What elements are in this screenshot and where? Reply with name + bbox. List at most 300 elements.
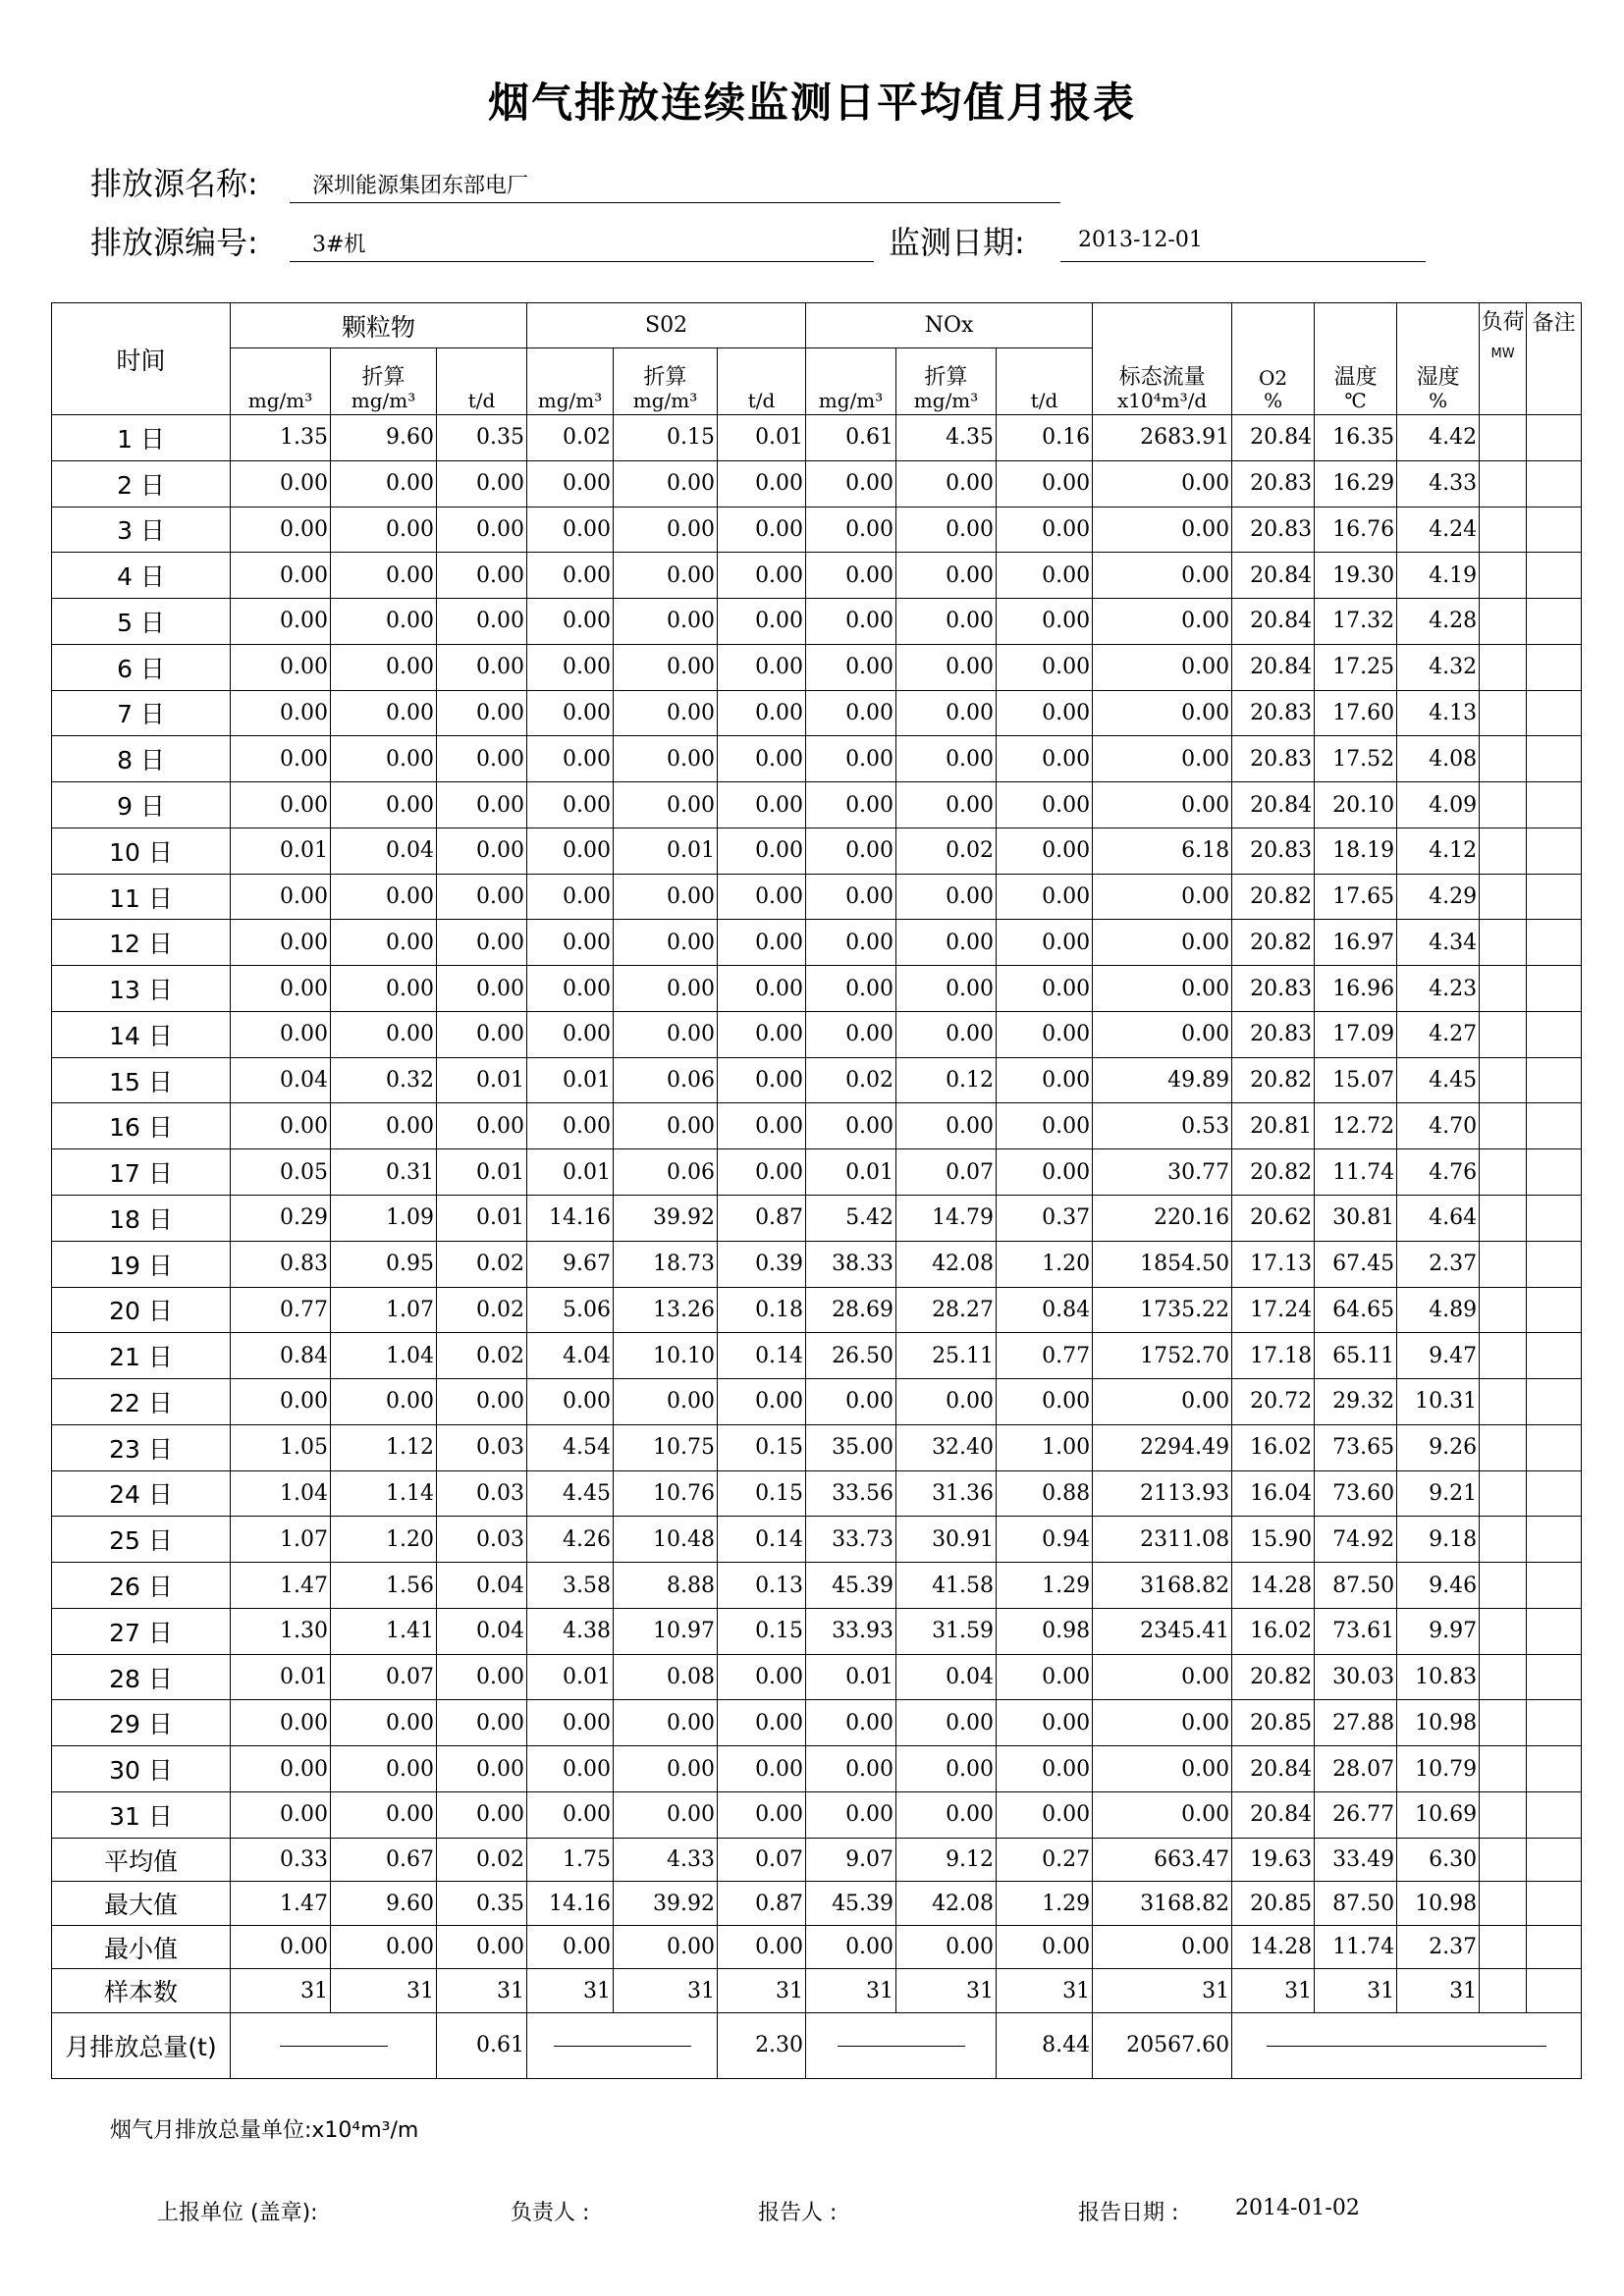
table-row <box>52 1470 1582 1517</box>
table-cell: 0.00 <box>331 874 437 920</box>
table-cell: 0.00 <box>997 1379 1093 1425</box>
table-cell: 0.00 <box>718 1654 806 1700</box>
table-cell: 20.83 <box>1232 1011 1315 1057</box>
table-cell: 18.73 <box>614 1241 718 1287</box>
row-label: 23 日 <box>52 1424 231 1470</box>
table-cell: 10.76 <box>614 1470 718 1517</box>
table-cell: 9.18 <box>1397 1517 1480 1563</box>
table-cell: 17.65 <box>1315 874 1397 920</box>
table-cell: 1.20 <box>997 1241 1093 1287</box>
table-cell: 0.00 <box>718 782 806 828</box>
load-cell <box>1480 1424 1527 1470</box>
table-cell: 0.00 <box>331 599 437 645</box>
remark-cell <box>1527 1700 1582 1746</box>
table-cell: 0.00 <box>718 1057 806 1103</box>
table-cell: 4.34 <box>1397 920 1480 966</box>
table-cell: 0.00 <box>1093 553 1232 599</box>
table-cell: 0.00 <box>231 874 331 920</box>
table-cell: 0.00 <box>997 1700 1093 1746</box>
table-cell: 20.83 <box>1232 460 1315 507</box>
table-cell: 30.77 <box>1093 1149 1232 1196</box>
table-cell: 20.84 <box>1232 1746 1315 1792</box>
remark-cell <box>1527 1925 1582 1969</box>
table-cell: 0.00 <box>331 553 437 599</box>
col-load <box>1480 303 1527 415</box>
table-cell: 30.81 <box>1315 1196 1397 1242</box>
monitor-date-label: 监测日期: <box>889 224 1025 261</box>
table-cell: 20.85 <box>1232 1882 1315 1926</box>
table-cell: 0.00 <box>997 1746 1093 1792</box>
table-cell: 1.00 <box>997 1424 1093 1470</box>
remark-cell <box>1527 1838 1582 1882</box>
remark-cell <box>1527 553 1582 599</box>
table-row <box>52 690 1582 736</box>
table-cell: 0.27 <box>997 1838 1093 1882</box>
table-cell: 0.00 <box>718 1925 806 1969</box>
col-humidity-label: 湿度 <box>1416 364 1460 390</box>
table-cell: 0.12 <box>896 1057 997 1103</box>
row-label: 9 日 <box>52 782 231 828</box>
table-cell: 1.29 <box>997 1563 1093 1609</box>
unit-nox-mg: mg/m³ <box>806 348 896 415</box>
row-label: 24 日 <box>52 1470 231 1517</box>
table-cell: 0.02 <box>527 415 614 461</box>
col-time: 时间 <box>52 303 231 415</box>
table-cell: 0.00 <box>806 1746 896 1792</box>
table-cell: 14.79 <box>896 1196 997 1242</box>
table-cell: 663.47 <box>1093 1838 1232 1882</box>
table-cell: 33.49 <box>1315 1838 1397 1882</box>
table-cell: 19.30 <box>1315 553 1397 599</box>
table-cell: 1.30 <box>231 1608 331 1654</box>
table-cell: 0.00 <box>437 553 527 599</box>
monthly-total-label: 月排放总量(t) <box>52 2012 231 2078</box>
table-cell: 4.26 <box>527 1517 614 1563</box>
monthly-particulate-empty <box>231 2012 437 2078</box>
table-row <box>52 1241 1582 1287</box>
remark-cell <box>1527 644 1582 690</box>
load-cell <box>1480 920 1527 966</box>
table-cell: 0.00 <box>718 736 806 782</box>
table-cell: 0.00 <box>614 1746 718 1792</box>
table-cell: 9.46 <box>1397 1563 1480 1609</box>
load-cell <box>1480 644 1527 690</box>
unit-so2-mg: mg/m³ <box>527 348 614 415</box>
remark-cell <box>1527 1746 1582 1792</box>
table-cell: 0.01 <box>231 1654 331 1700</box>
remark-cell <box>1527 736 1582 782</box>
table-cell: 0.00 <box>614 1379 718 1425</box>
table-cell: 0.95 <box>331 1241 437 1287</box>
monthly-particulate-t: 0.61 <box>437 2012 527 2078</box>
table-cell: 0.00 <box>614 920 718 966</box>
monthly-so2-empty <box>527 2012 718 2078</box>
table-cell: 0.00 <box>331 690 437 736</box>
table-row <box>52 644 1582 690</box>
table-cell: 14.28 <box>1232 1925 1315 1969</box>
table-cell: 16.97 <box>1315 920 1397 966</box>
remark-cell <box>1527 690 1582 736</box>
table-cell: 4.27 <box>1397 1011 1480 1057</box>
table-cell: 0.00 <box>997 966 1093 1012</box>
table-cell: 20.84 <box>1232 415 1315 461</box>
table-cell: 33.56 <box>806 1470 896 1517</box>
row-label: 29 日 <box>52 1700 231 1746</box>
table-cell: 0.00 <box>1093 1011 1232 1057</box>
table-cell: 20.62 <box>1232 1196 1315 1242</box>
table-cell: 0.37 <box>997 1196 1093 1242</box>
remark-cell <box>1527 1196 1582 1242</box>
table-cell: 0.00 <box>806 874 896 920</box>
table-cell: 0.87 <box>718 1882 806 1926</box>
table-cell: 20.84 <box>1232 782 1315 828</box>
table-cell: 1.29 <box>997 1882 1093 1926</box>
table-cell: 13.26 <box>614 1287 718 1333</box>
table-cell: 0.00 <box>718 644 806 690</box>
table-cell: 0.00 <box>1093 1700 1232 1746</box>
table-cell: 0.88 <box>997 1470 1093 1517</box>
load-cell <box>1480 415 1527 461</box>
table-cell: 0.00 <box>806 1925 896 1969</box>
table-cell: 2683.91 <box>1093 415 1232 461</box>
remark-cell <box>1527 1969 1582 2013</box>
load-cell <box>1480 828 1527 874</box>
table-cell: 0.00 <box>1093 1925 1232 1969</box>
table-cell: 10.79 <box>1397 1746 1480 1792</box>
table-cell: 0.08 <box>614 1654 718 1700</box>
table-cell: 0.04 <box>437 1563 527 1609</box>
row-label: 26 日 <box>52 1563 231 1609</box>
table-cell: 4.38 <box>527 1608 614 1654</box>
table-cell: 17.32 <box>1315 599 1397 645</box>
table-cell: 0.02 <box>806 1057 896 1103</box>
col-o2-unit: % <box>1264 389 1283 412</box>
table-cell: 0.00 <box>614 1011 718 1057</box>
table-cell: 0.00 <box>331 507 437 553</box>
table-cell: 10.31 <box>1397 1379 1480 1425</box>
table-cell: 3168.82 <box>1093 1563 1232 1609</box>
table-cell: 0.00 <box>1093 460 1232 507</box>
monitoring-table <box>51 302 1582 2079</box>
table-cell: 17.09 <box>1315 1011 1397 1057</box>
table-cell: 0.53 <box>1093 1103 1232 1149</box>
source-id-underline <box>290 261 874 262</box>
table-cell: 0.33 <box>231 1838 331 1882</box>
table-cell: 0.00 <box>231 1925 331 1969</box>
table-cell: 31 <box>614 1969 718 2013</box>
table-cell: 0.00 <box>718 1149 806 1196</box>
table-row <box>52 828 1582 874</box>
table-cell: 9.26 <box>1397 1424 1480 1470</box>
table-cell: 4.45 <box>527 1470 614 1517</box>
table-cell: 0.00 <box>718 920 806 966</box>
table-row <box>52 1700 1582 1746</box>
table-cell: 0.01 <box>718 415 806 461</box>
row-label: 最大值 <box>52 1882 231 1926</box>
table-cell: 4.04 <box>527 1333 614 1379</box>
stats-row <box>52 1925 1582 1969</box>
table-row <box>52 415 1582 461</box>
table-cell: 0.00 <box>437 1746 527 1792</box>
table-cell: 0.00 <box>331 1011 437 1057</box>
table-cell: 1.47 <box>231 1563 331 1609</box>
load-cell <box>1480 1470 1527 1517</box>
table-row <box>52 782 1582 828</box>
table-cell: 31 <box>1232 1969 1315 2013</box>
load-cell <box>1480 1287 1527 1333</box>
table-cell: 87.50 <box>1315 1563 1397 1609</box>
load-cell <box>1480 874 1527 920</box>
table-cell: 0.01 <box>437 1149 527 1196</box>
table-cell: 0.00 <box>1093 1379 1232 1425</box>
table-cell: 0.00 <box>806 599 896 645</box>
table-cell: 33.93 <box>806 1608 896 1654</box>
table-cell: 0.13 <box>718 1563 806 1609</box>
row-label: 2 日 <box>52 460 231 507</box>
table-cell: 45.39 <box>806 1882 896 1926</box>
unit-so2-td: t/d <box>718 348 806 415</box>
table-cell: 0.00 <box>806 507 896 553</box>
table-cell: 0.00 <box>437 599 527 645</box>
table-cell: 0.03 <box>437 1470 527 1517</box>
table-cell: 0.00 <box>1093 1654 1232 1700</box>
table-row <box>52 1746 1582 1792</box>
table-cell: 0.00 <box>527 828 614 874</box>
remark-cell <box>1527 507 1582 553</box>
table-cell: 20.83 <box>1232 736 1315 782</box>
table-cell: 20.72 <box>1232 1379 1315 1425</box>
table-row <box>52 553 1582 599</box>
table-cell: 2.37 <box>1397 1925 1480 1969</box>
table-cell: 0.00 <box>437 1654 527 1700</box>
table-cell: 0.00 <box>231 736 331 782</box>
table-cell: 9.67 <box>527 1241 614 1287</box>
table-cell: 0.07 <box>718 1838 806 1882</box>
table-cell: 42.08 <box>896 1882 997 1926</box>
load-cell <box>1480 1969 1527 2013</box>
table-cell: 0.00 <box>997 690 1093 736</box>
table-cell: 0.39 <box>718 1241 806 1287</box>
header-row-groups <box>52 303 1582 348</box>
table-cell: 10.10 <box>614 1333 718 1379</box>
table-cell: 0.00 <box>527 1103 614 1149</box>
table-cell: 0.02 <box>437 1838 527 1882</box>
table-cell: 0.00 <box>718 1791 806 1838</box>
table-cell: 12.72 <box>1315 1103 1397 1149</box>
table-cell: 17.60 <box>1315 690 1397 736</box>
table-cell: 20.82 <box>1232 1149 1315 1196</box>
table-cell: 0.00 <box>331 1103 437 1149</box>
table-cell: 0.00 <box>614 1103 718 1149</box>
table-cell: 10.98 <box>1397 1882 1480 1926</box>
col-load-label: 负荷 <box>1481 310 1525 335</box>
table-cell: 0.00 <box>718 1746 806 1792</box>
row-label: 15 日 <box>52 1057 231 1103</box>
col-humidity <box>1397 303 1480 415</box>
table-cell: 0.00 <box>718 966 806 1012</box>
row-label: 14 日 <box>52 1011 231 1057</box>
load-cell <box>1480 1011 1527 1057</box>
table-cell: 14.16 <box>527 1882 614 1926</box>
table-row <box>52 1287 1582 1333</box>
source-id-value: 3#机 <box>312 233 366 257</box>
table-cell: 35.00 <box>806 1424 896 1470</box>
row-label: 5 日 <box>52 599 231 645</box>
load-cell <box>1480 1700 1527 1746</box>
table-cell: 0.00 <box>806 1791 896 1838</box>
table-cell: 0.00 <box>896 460 997 507</box>
table-cell: 0.00 <box>527 736 614 782</box>
table-cell: 0.15 <box>614 415 718 461</box>
table-cell: 0.00 <box>806 736 896 782</box>
table-cell: 4.32 <box>1397 644 1480 690</box>
load-cell <box>1480 966 1527 1012</box>
table-cell: 15.07 <box>1315 1057 1397 1103</box>
table-cell: 0.00 <box>997 1103 1093 1149</box>
table-cell: 0.00 <box>718 874 806 920</box>
table-cell: 0.00 <box>614 1700 718 1746</box>
table-cell: 1.56 <box>331 1563 437 1609</box>
table-row <box>52 920 1582 966</box>
table-cell: 4.08 <box>1397 736 1480 782</box>
table-cell: 0.84 <box>997 1287 1093 1333</box>
empty-dash <box>1267 2046 1546 2047</box>
table-cell: 20.82 <box>1232 874 1315 920</box>
table-cell: 20.82 <box>1232 920 1315 966</box>
remark-cell <box>1527 874 1582 920</box>
table-cell: 28.27 <box>896 1287 997 1333</box>
table-cell: 9.97 <box>1397 1608 1480 1654</box>
table-cell: 0.00 <box>1093 782 1232 828</box>
empty-dash <box>554 2046 691 2047</box>
empty-dash <box>280 2046 388 2047</box>
row-label: 30 日 <box>52 1746 231 1792</box>
table-cell: 2113.93 <box>1093 1470 1232 1517</box>
table-cell: 0.00 <box>896 736 997 782</box>
load-cell <box>1480 1608 1527 1654</box>
monthly-remaining-empty <box>1232 2012 1582 2078</box>
table-cell: 0.00 <box>231 1379 331 1425</box>
table-cell: 0.00 <box>997 1925 1093 1969</box>
table-cell: 0.00 <box>614 782 718 828</box>
table-cell: 0.00 <box>527 507 614 553</box>
remark-cell <box>1527 1241 1582 1287</box>
table-cell: 1.20 <box>331 1517 437 1563</box>
table-cell: 0.00 <box>614 736 718 782</box>
table-cell: 0.00 <box>331 920 437 966</box>
table-cell: 0.00 <box>331 460 437 507</box>
unit-particulate-conv: 折算 mg/m³ <box>331 348 437 415</box>
unit-so2-conv: 折算 mg/m³ <box>614 348 718 415</box>
col-flow <box>1093 303 1232 415</box>
table-cell: 0.84 <box>231 1333 331 1379</box>
table-cell: 0.00 <box>896 507 997 553</box>
table-cell: 0.00 <box>1093 1746 1232 1792</box>
col-temp <box>1315 303 1397 415</box>
table-cell: 0.14 <box>718 1333 806 1379</box>
table-cell: 0.00 <box>437 920 527 966</box>
table-cell: 0.00 <box>997 599 1093 645</box>
load-cell <box>1480 1517 1527 1563</box>
load-cell <box>1480 507 1527 553</box>
table-cell: 0.00 <box>896 1746 997 1792</box>
table-cell: 0.01 <box>437 1057 527 1103</box>
table-cell: 0.00 <box>331 1379 437 1425</box>
col-temp-unit: ℃ <box>1344 389 1367 412</box>
table-cell: 0.00 <box>437 736 527 782</box>
table-row <box>52 507 1582 553</box>
table-cell: 0.00 <box>997 644 1093 690</box>
table-row <box>52 1196 1582 1242</box>
table-cell: 0.00 <box>527 782 614 828</box>
table-cell: 2294.49 <box>1093 1424 1232 1470</box>
table-cell: 29.32 <box>1315 1379 1397 1425</box>
table-cell: 0.00 <box>331 782 437 828</box>
table-cell: 0.00 <box>1093 507 1232 553</box>
table-cell: 20.10 <box>1315 782 1397 828</box>
table-cell: 9.47 <box>1397 1333 1480 1379</box>
table-cell: 0.00 <box>806 690 896 736</box>
col-o2-label: O2 <box>1259 366 1288 390</box>
row-label: 平均值 <box>52 1838 231 1882</box>
table-cell: 0.00 <box>437 1103 527 1149</box>
table-cell: 0.00 <box>614 874 718 920</box>
table-cell: 16.02 <box>1232 1608 1315 1654</box>
table-cell: 1.41 <box>331 1608 437 1654</box>
table-cell: 0.00 <box>997 874 1093 920</box>
table-cell: 0.00 <box>527 644 614 690</box>
table-cell: 0.00 <box>231 553 331 599</box>
reporting-unit-label: 上报单位 (盖章): <box>157 2201 318 2225</box>
table-cell: 0.00 <box>331 736 437 782</box>
table-row <box>52 1011 1582 1057</box>
table-cell: 0.00 <box>896 874 997 920</box>
remark-cell <box>1527 1654 1582 1700</box>
row-label: 8 日 <box>52 736 231 782</box>
table-cell: 0.00 <box>806 782 896 828</box>
table-cell: 2311.08 <box>1093 1517 1232 1563</box>
source-name-label: 排放源名称: <box>90 165 258 202</box>
table-cell: 26.50 <box>806 1333 896 1379</box>
table-cell: 15.90 <box>1232 1517 1315 1563</box>
row-label: 1 日 <box>52 415 231 461</box>
table-cell: 0.00 <box>437 828 527 874</box>
table-cell: 0.00 <box>437 644 527 690</box>
monthly-nox-empty <box>806 2012 997 2078</box>
table-cell: 0.00 <box>806 1700 896 1746</box>
table-row <box>52 1333 1582 1379</box>
table-cell: 0.00 <box>896 966 997 1012</box>
table-cell: 0.01 <box>527 1654 614 1700</box>
monitor-date-underline <box>1060 261 1426 262</box>
table-cell: 32.40 <box>896 1424 997 1470</box>
table-cell: 20.85 <box>1232 1700 1315 1746</box>
table-row <box>52 599 1582 645</box>
table-cell: 3.58 <box>527 1563 614 1609</box>
table-cell: 20.82 <box>1232 1654 1315 1700</box>
table-cell: 0.00 <box>437 966 527 1012</box>
table-cell: 1.14 <box>331 1470 437 1517</box>
table-cell: 1.07 <box>231 1517 331 1563</box>
row-label: 31 日 <box>52 1791 231 1838</box>
load-cell <box>1480 1838 1527 1882</box>
table-cell: 11.74 <box>1315 1149 1397 1196</box>
table-cell: 0.00 <box>997 828 1093 874</box>
table-cell: 11.74 <box>1315 1925 1397 1969</box>
remark-cell <box>1527 920 1582 966</box>
table-cell: 31.36 <box>896 1470 997 1517</box>
remark-cell <box>1527 1011 1582 1057</box>
